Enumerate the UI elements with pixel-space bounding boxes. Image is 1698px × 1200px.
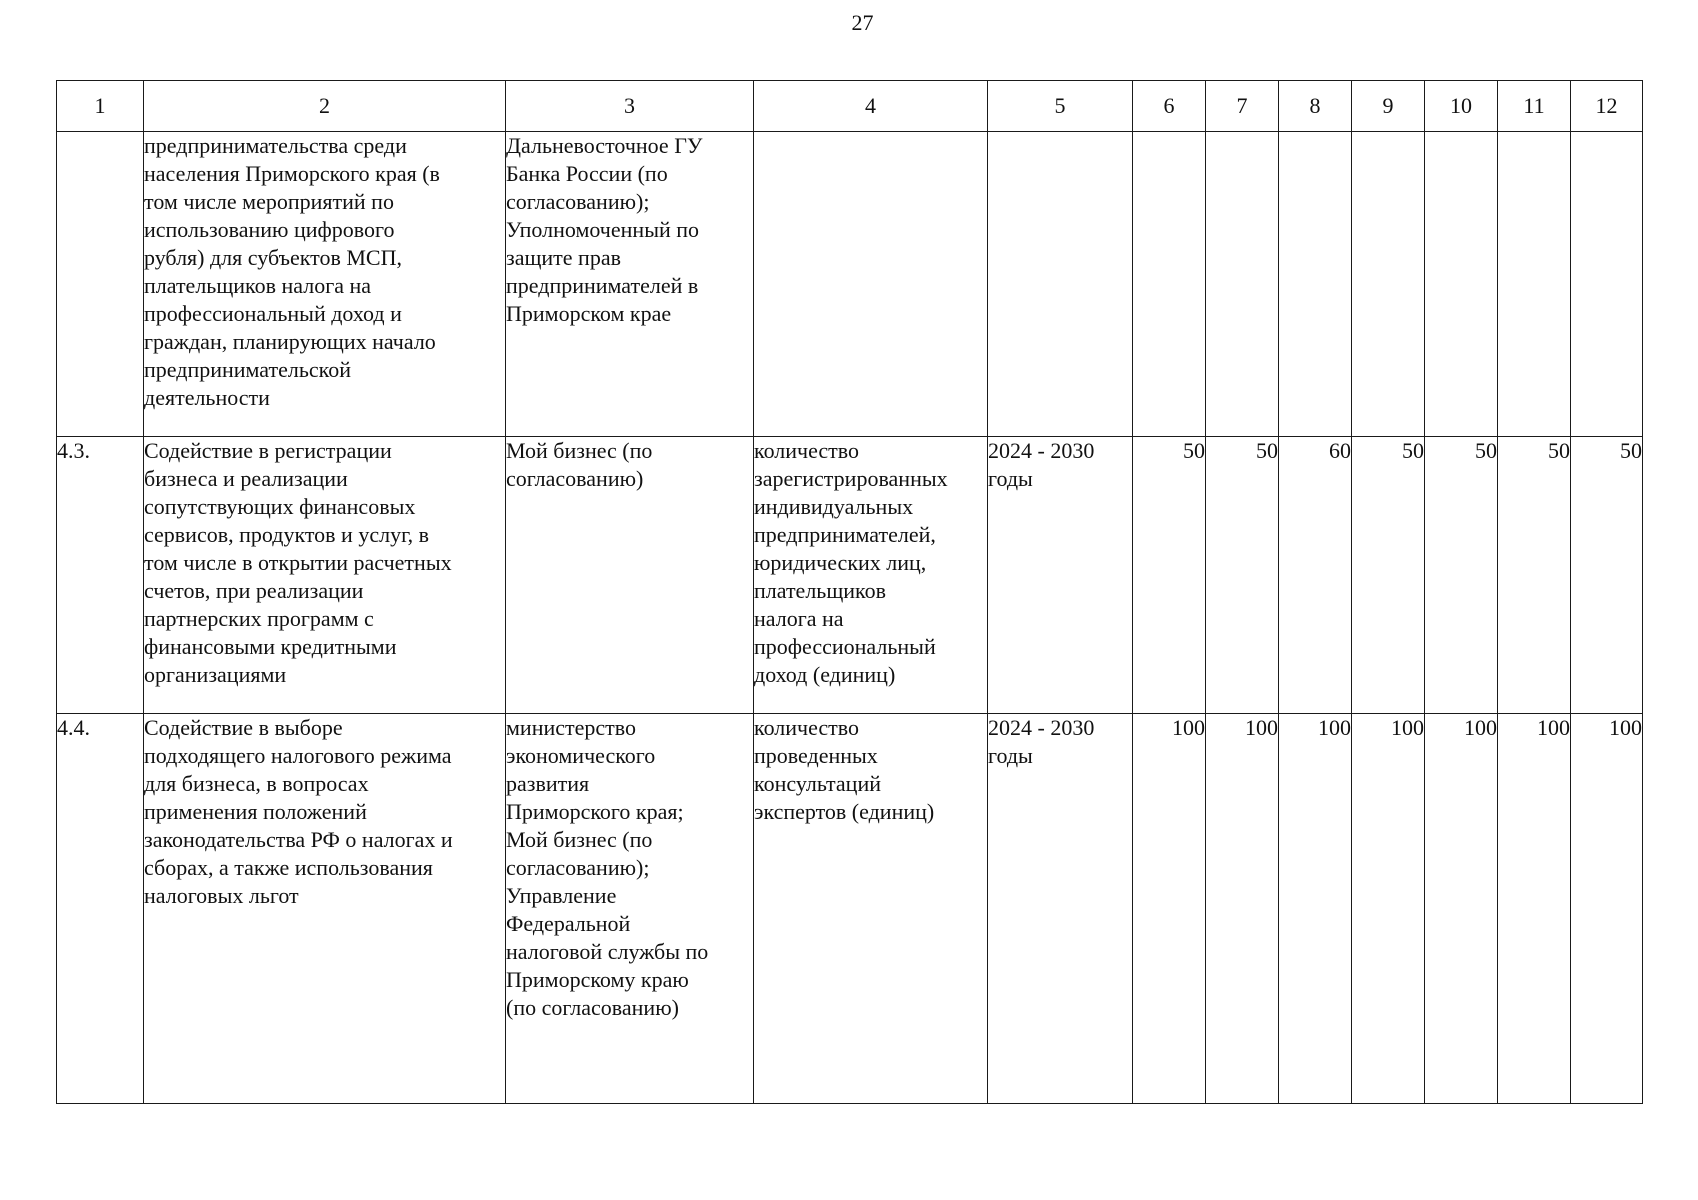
activity-cell: Содействие в выборе подходящего налогового режима для бизнеса, в вопросах применения положений законодательства РФ о налогах и сборах, а также использования налоговых льгот — [144, 714, 506, 1104]
value-cell — [1206, 132, 1279, 437]
header-cell: 3 — [506, 81, 754, 132]
row-number: 4.4. — [57, 714, 144, 1104]
value-cell: 100 — [1133, 714, 1206, 1104]
page-number: 27 — [851, 10, 874, 35]
value-cell — [1498, 132, 1571, 437]
indicator-cell — [754, 132, 988, 437]
table-row — [57, 714, 1643, 1104]
executor-cell: Дальневосточное ГУ Банка России (по согласованию); Уполномоченный по защите прав предпринимателей в Приморском крае — [506, 132, 754, 437]
value-cell: 50 — [1133, 437, 1206, 714]
header-cell: 4 — [754, 81, 988, 132]
header-cell: 6 — [1133, 81, 1206, 132]
value-cell: 50 — [1498, 437, 1571, 714]
header-cell: 8 — [1279, 81, 1352, 132]
value-cell — [1425, 132, 1498, 437]
indicator-cell: количество проведенных консультаций экспертов (единиц) — [754, 714, 988, 1104]
value-cell: 60 — [1279, 437, 1352, 714]
value-cell: 100 — [1498, 714, 1571, 1104]
value-cell: 100 — [1206, 714, 1279, 1104]
table-header-row — [57, 81, 1643, 132]
header-cell: 1 — [57, 81, 144, 132]
header-cell: 12 — [1571, 81, 1643, 132]
table-row — [57, 437, 1643, 714]
value-cell — [1133, 132, 1206, 437]
period-cell: 2024 - 2030 годы — [988, 714, 1133, 1104]
header-cell: 9 — [1352, 81, 1425, 132]
value-cell: 50 — [1352, 437, 1425, 714]
header-cell: 5 — [988, 81, 1133, 132]
value-cell: 50 — [1206, 437, 1279, 714]
value-cell: 100 — [1571, 714, 1643, 1104]
period-cell: 2024 - 2030 годы — [988, 437, 1133, 714]
header-cell: 2 — [144, 81, 506, 132]
header-cell: 7 — [1206, 81, 1279, 132]
value-cell — [1571, 132, 1643, 437]
value-cell: 100 — [1425, 714, 1498, 1104]
value-cell: 50 — [1425, 437, 1498, 714]
row-number — [57, 132, 144, 437]
value-cell — [1352, 132, 1425, 437]
header-cell: 11 — [1498, 81, 1571, 132]
activity-cell: Содействие в регистрации бизнеса и реализации сопутствующих финансовых сервисов, продуктов и услуг, в том числе в открытии расчетных счетов, при реализации партнерских программ с финансовыми кредитными организациями — [144, 437, 506, 714]
executor-cell: Мой бизнес (по согласованию) — [506, 437, 754, 714]
header-cell: 10 — [1425, 81, 1498, 132]
plan-table — [56, 80, 1643, 1104]
indicator-cell: количество зарегистрированных индивидуальных предпринимателей, юридических лиц, плательщиков налога на профессиональный доход (единиц) — [754, 437, 988, 714]
period-cell — [988, 132, 1133, 437]
value-cell: 100 — [1279, 714, 1352, 1104]
executor-cell: министерство экономического развития Приморского края; Мой бизнес (по согласованию); Управление Федеральной налоговой службы по Приморскому краю (по согласованию) — [506, 714, 754, 1104]
activity-cell: предпринимательства среди населения Приморского края (в том числе мероприятий по использованию цифрового рубля) для субъектов МСП, плательщиков налога на профессиональный доход и граждан, планирующих начало предпринимательской деятельности — [144, 132, 506, 437]
value-cell: 50 — [1571, 437, 1643, 714]
value-cell: 100 — [1352, 714, 1425, 1104]
table-row — [57, 132, 1643, 437]
row-number: 4.3. — [57, 437, 144, 714]
value-cell — [1279, 132, 1352, 437]
